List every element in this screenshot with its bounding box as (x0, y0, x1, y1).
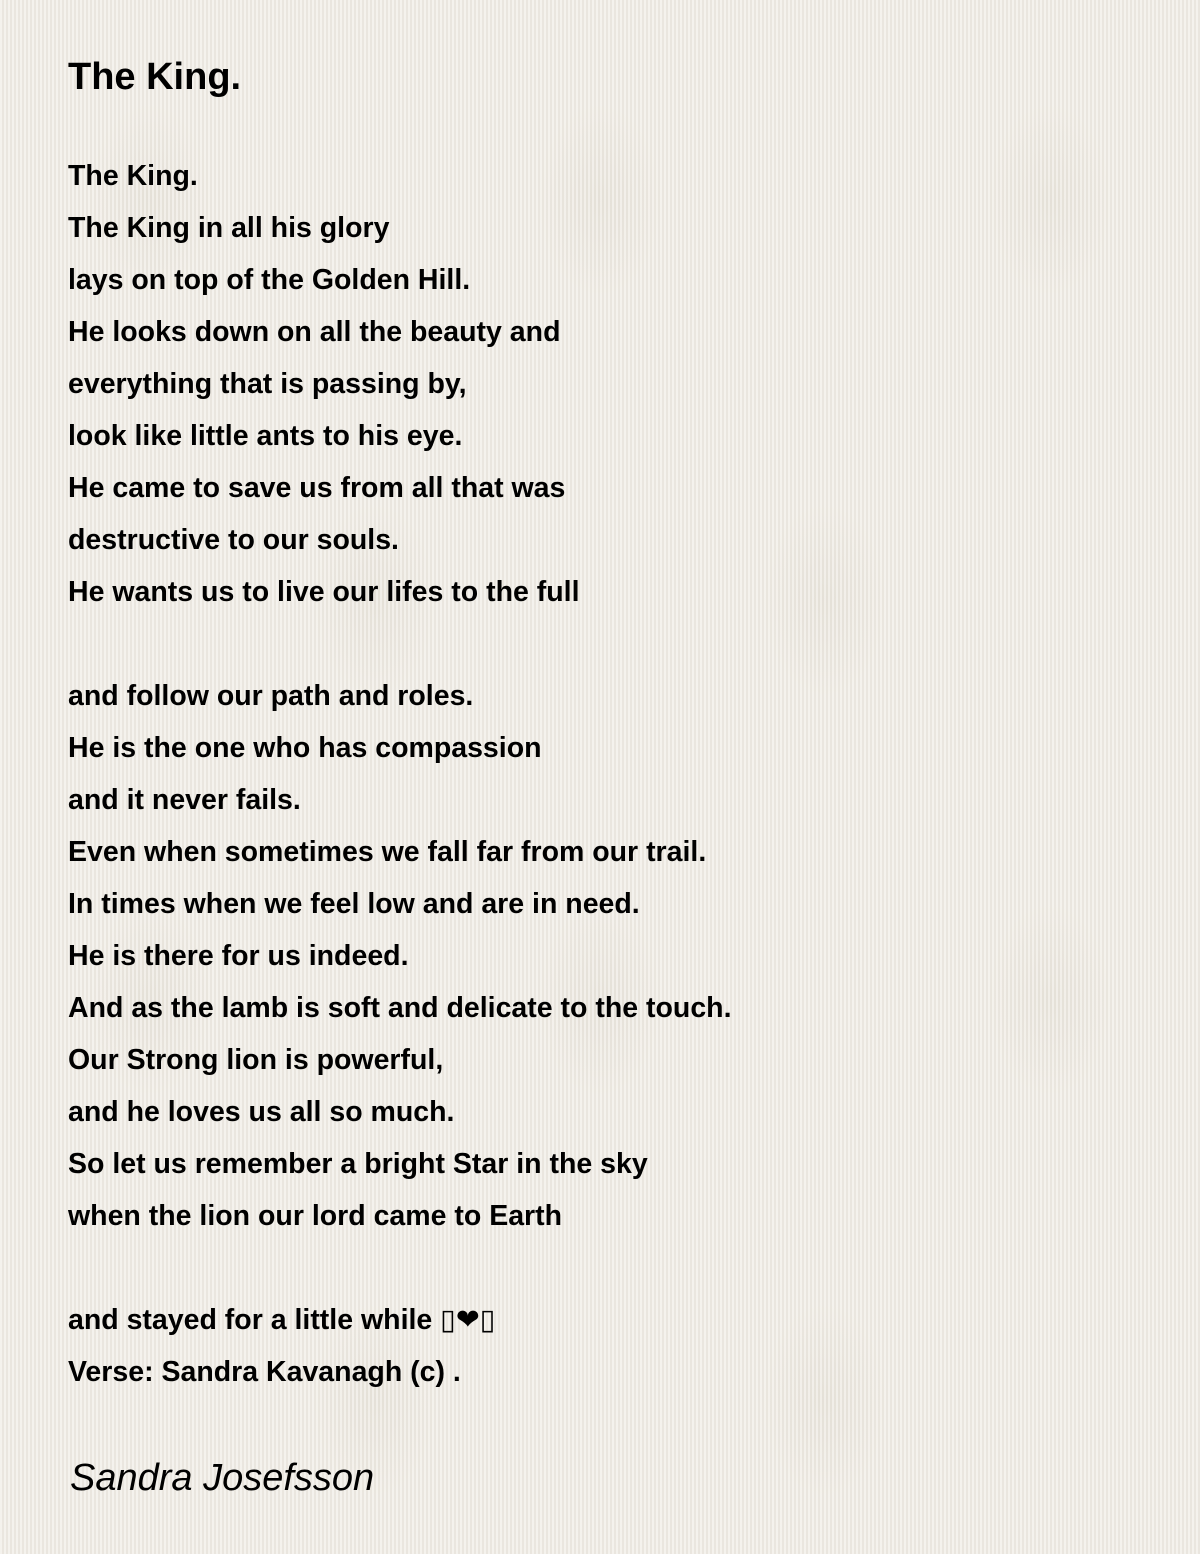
poem-line: and he loves us all so much. (68, 1096, 455, 1128)
poem-line: He is the one who has compassion (68, 732, 542, 764)
poem-line: And as the lamb is soft and delicate to the touch. (68, 992, 732, 1024)
poem-line: He looks down on all the beauty and (68, 316, 561, 348)
poem-line: everything that is passing by, (68, 368, 467, 400)
poem-body (68, 150, 732, 1398)
poem-line: look like little ants to his eye. (68, 420, 463, 452)
poem-line: destructive to our souls. (68, 524, 399, 556)
poem-line: The King. (68, 160, 198, 192)
stanza-break (68, 618, 732, 670)
poem-line: He came to save us from all that was (68, 472, 566, 504)
poem-line: and follow our path and roles. (68, 680, 474, 712)
poem-line: and stayed for a little while ▯❤▯ (68, 1304, 496, 1336)
poem-author: Sandra Josefsson (70, 1457, 375, 1499)
poem-line: lays on top of the Golden Hill. (68, 264, 471, 296)
poem-line: Even when sometimes we fall far from our trail. (68, 836, 707, 868)
poem-line: and it never fails. (68, 784, 301, 816)
stanza-break (68, 1242, 732, 1294)
poem-line: He wants us to live our lifes to the full (68, 576, 580, 608)
poem-line: when the lion our lord came to Earth (68, 1200, 563, 1232)
poem-line: He is there for us indeed. (68, 940, 409, 972)
poem-credit: Verse: Sandra Kavanagh (c) . (68, 1356, 461, 1388)
poem-line: In times when we feel low and are in need. (68, 888, 640, 920)
poem-title: The King. (68, 56, 242, 98)
poem-line: So let us remember a bright Star in the sky (68, 1148, 648, 1180)
poem-line: The King in all his glory (68, 212, 390, 244)
poem-line: Our Strong lion is powerful, (68, 1044, 444, 1076)
